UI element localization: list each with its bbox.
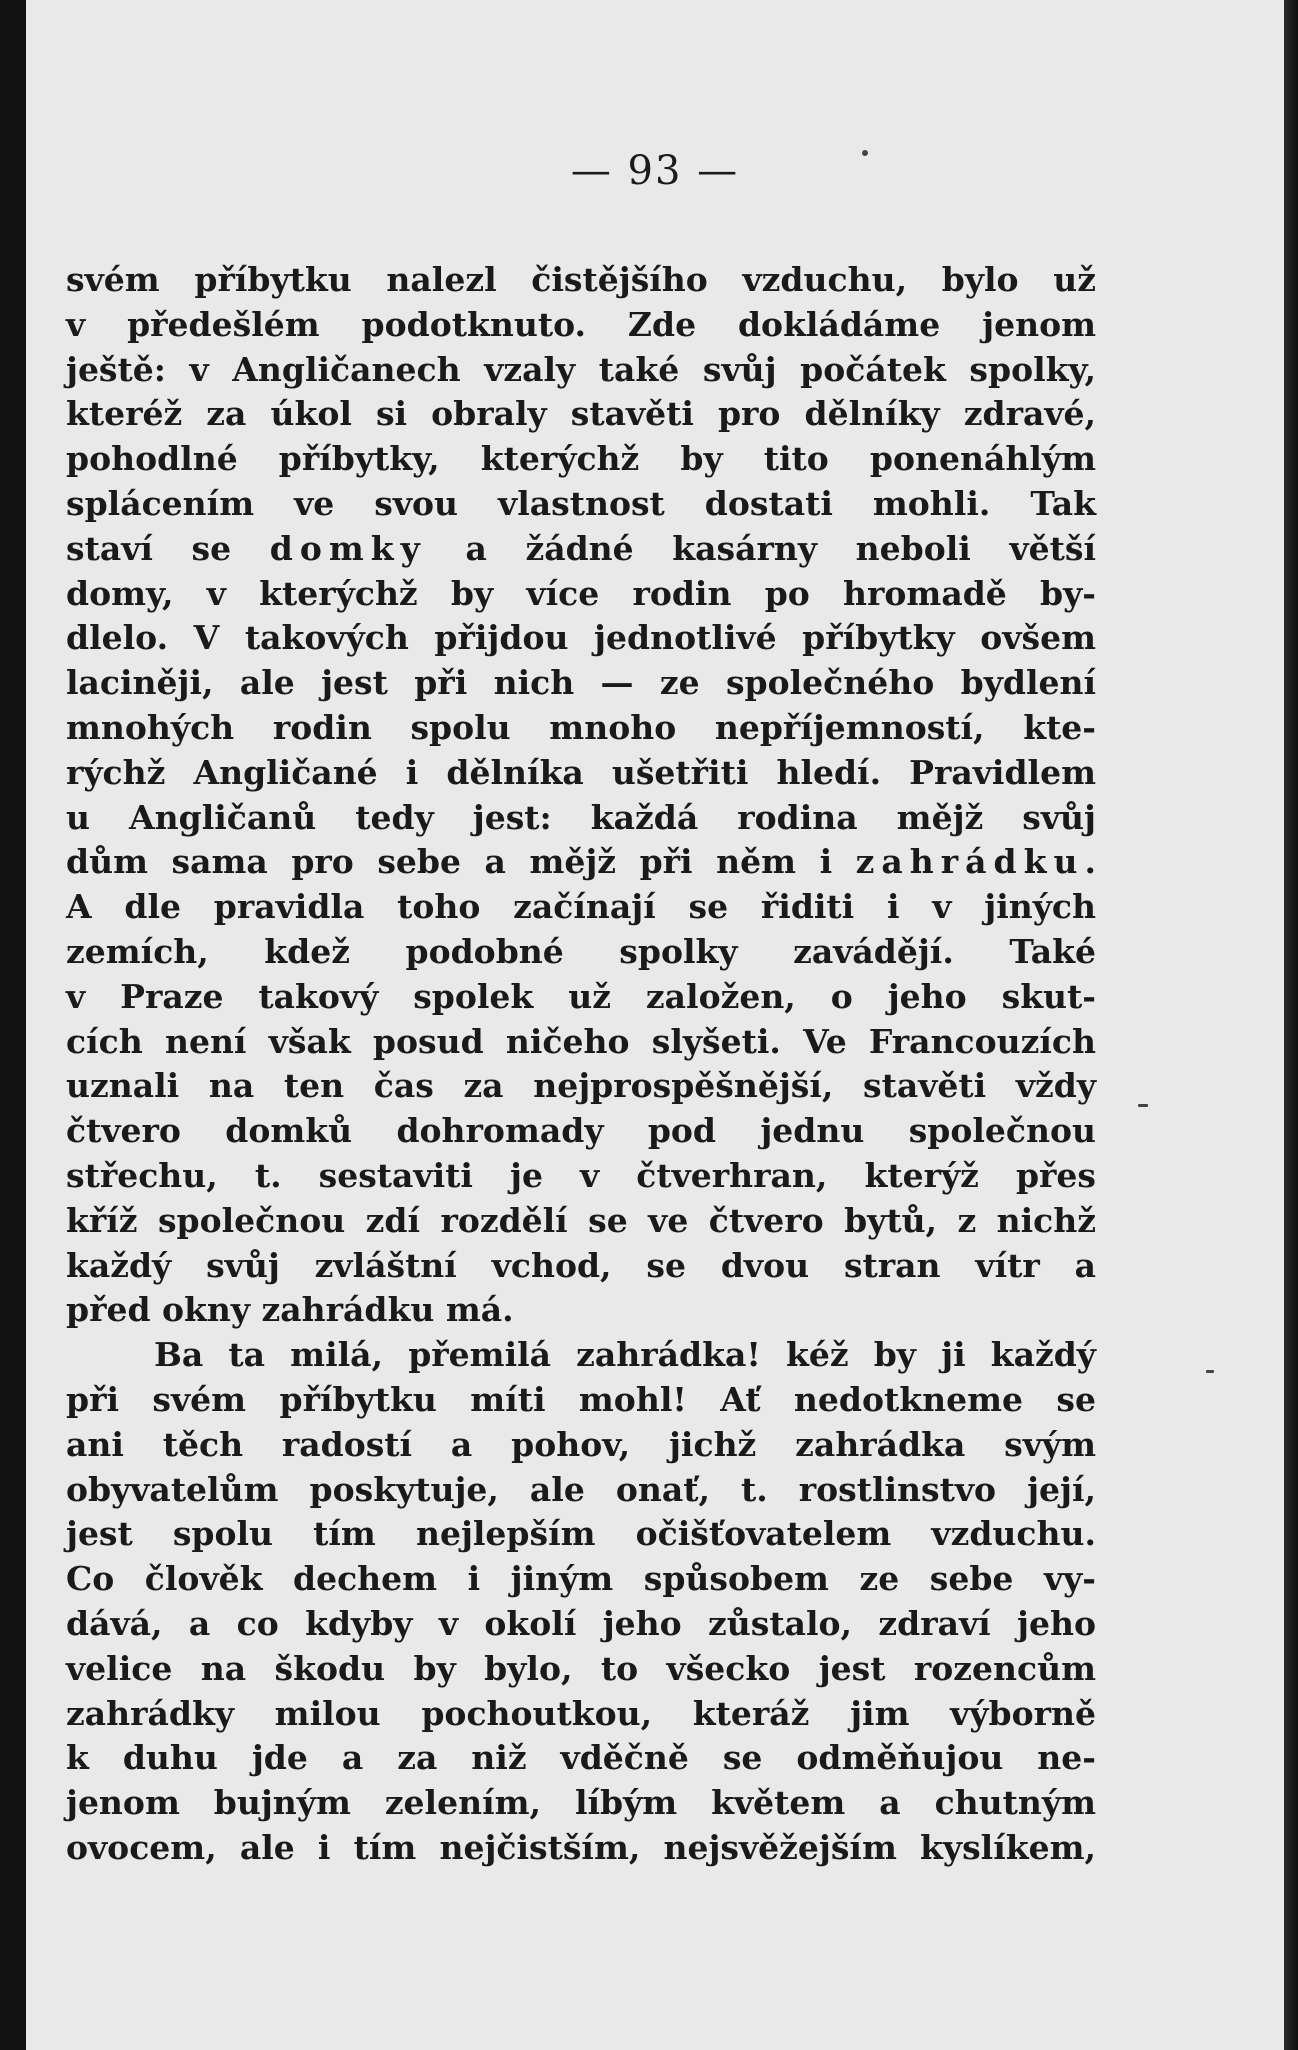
text-line-emphasis bbox=[66, 527, 1096, 572]
emphasized-word: domky bbox=[269, 528, 427, 568]
text-line: Co člověk dechem i jiným spůsobem ze sebe vy- bbox=[66, 1559, 1096, 1599]
text-line: jenom bujným zelením, líbým květem a chutným bbox=[66, 1783, 1096, 1823]
text-line: u Angličanů tedy jest: každá rodina mějž svůj bbox=[66, 797, 1096, 837]
text-line: k duhu jde a za niž vděčně se odměňujou ne- bbox=[66, 1738, 1096, 1778]
text-line: ještě: v Angličanech vzaly také svůj počátek spolky, bbox=[66, 349, 1096, 389]
text-line: v předešlém podotknuto. Zde dokládáme jenom bbox=[66, 304, 1096, 344]
print-speck bbox=[1206, 1370, 1214, 1373]
text-line: pohodlné příbytky, kterýchž by tito ponenáhlým bbox=[66, 439, 1096, 479]
line-segment: staví se bbox=[66, 528, 270, 568]
left-scan-border bbox=[0, 0, 26, 2050]
text-line: dává, a co kdyby v okolí jeho zůstalo, zdraví jeho bbox=[66, 1603, 1096, 1643]
text-line: při svém příbytku míti mohl! Ať nedotkneme se bbox=[66, 1379, 1096, 1419]
line-segment: dům sama pro sebe a mějž při něm i bbox=[66, 842, 856, 882]
text-line: v Praze takový spolek už založen, o jeho skut- bbox=[66, 976, 1096, 1016]
text-line: A dle pravidla toho začínají se řiditi i v jiných bbox=[66, 887, 1096, 927]
text-line: každý svůj zvláštní vchod, se dvou stran vítr a bbox=[66, 1245, 1096, 1285]
text-line: velice na škodu by bylo, to všecko jest rozencům bbox=[66, 1648, 1096, 1688]
text-line: jest spolu tím nejlepším očišťovatelem vzduchu. bbox=[66, 1514, 1096, 1554]
text-line: uznali na ten čas za nejprospěšnější, stavěti vždy bbox=[66, 1066, 1096, 1106]
text-line: dlelo. V takových přijdou jednotlivé příbytky ovšem bbox=[66, 618, 1096, 658]
text-line: domy, v kterýchž by více rodin po hromadě by- bbox=[66, 573, 1096, 613]
book-page bbox=[26, 0, 1284, 2050]
body-text bbox=[66, 258, 1096, 1871]
text-line: zahrádky milou pochoutkou, kteráž jim výborně bbox=[66, 1693, 1096, 1733]
text-line: rýchž Angličané i dělníka ušetřiti hledí. Pravidlem bbox=[66, 752, 1096, 792]
text-line: kříž společnou zdí rozdělí se ve čtvero bytů, z nichž bbox=[66, 1200, 1096, 1240]
text-line: splácením ve svou vlastnost dostati mohli. Tak bbox=[66, 483, 1096, 523]
right-scan-border bbox=[1284, 0, 1298, 2050]
print-speck bbox=[1138, 1104, 1148, 1107]
emphasized-word: zahrádku bbox=[855, 842, 1085, 882]
text-line: střechu, t. sestaviti je v čtverhran, kterýž přes bbox=[66, 1155, 1096, 1195]
paragraph-end-line: před okny zahrádku má. bbox=[66, 1290, 514, 1330]
line-segment: a žádné kasárny neboli větší bbox=[426, 528, 1096, 568]
text-line: obyvatelům poskytuje, ale onať, t. rostlinstvo její, bbox=[66, 1469, 1096, 1509]
page-number: — 93 — bbox=[570, 148, 740, 194]
text-line: ovocem, ale i tím nejčistším, nejsvěžejším kyslíkem, bbox=[66, 1827, 1096, 1867]
print-speck bbox=[862, 150, 868, 156]
text-line: svém příbytku nalezl čistějšího vzduchu, bylo už bbox=[66, 260, 1096, 299]
text-line: zemích, kdež podobné spolky zavádějí. Také bbox=[66, 931, 1096, 971]
text-line: čtvero domků dohromady pod jednu společnou bbox=[66, 1111, 1096, 1151]
line-segment: . bbox=[1084, 842, 1096, 882]
text-line: ani těch radostí a pohov, jichž zahrádka svým bbox=[66, 1424, 1096, 1464]
text-line: laciněji, ale jest při nich — ze společného bydlení bbox=[66, 663, 1096, 703]
text-line: kteréž za úkol si obraly stavěti pro dělníky zdravé, bbox=[66, 394, 1096, 434]
text-line-emphasis bbox=[66, 840, 1096, 885]
paragraph-start-line: Ba ta milá, přemilá zahrádka! kéž by ji každý bbox=[154, 1335, 1096, 1375]
text-line: mnohých rodin spolu mnoho nepříjemností, kte- bbox=[66, 707, 1096, 747]
text-line: cích není však posud ničeho slyšeti. Ve Francouzích bbox=[66, 1021, 1096, 1061]
